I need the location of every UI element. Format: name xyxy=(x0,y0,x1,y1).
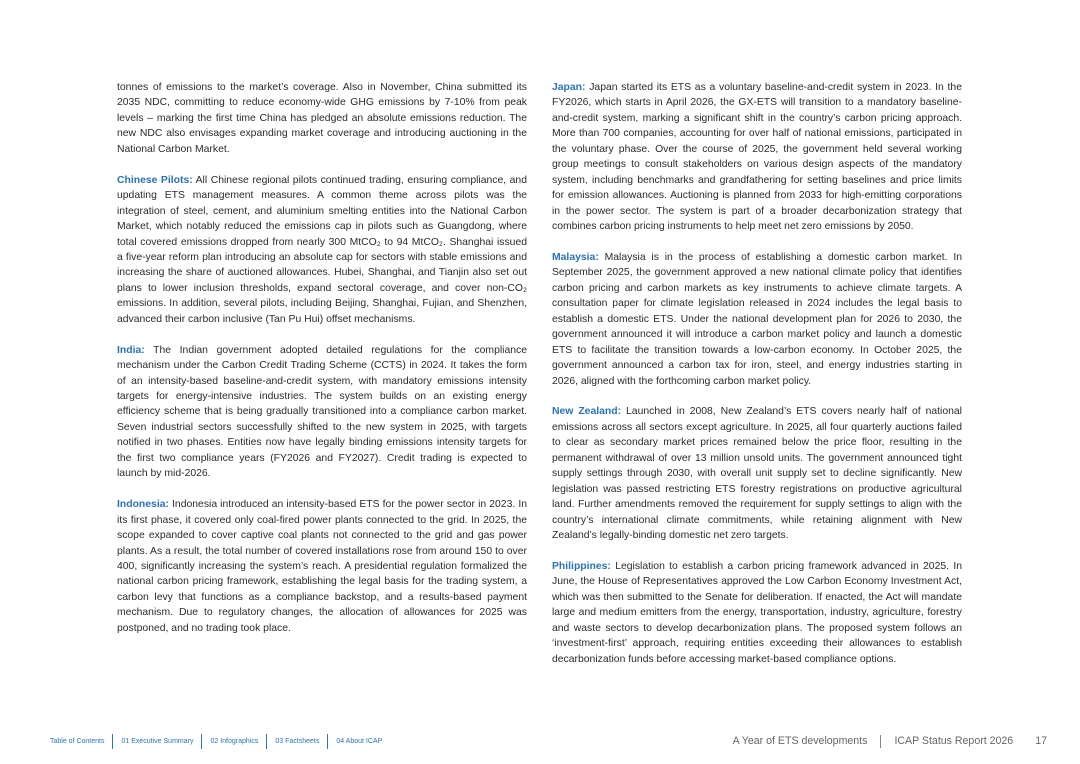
section-body: Japan started its ETS as a voluntary baseline-and-credit system in 2023. In the FY2026, which starts in April 2026, the GX-ETS will transition to a mandatory baseline-and-credit system, marking a significant shift in the country’s carbon pricing approach. More than 700 companies, accounting for over half of national emissions, participated in the voluntary phase. Over the course of 2025, the government held several working group meetings to consult stakeholders on various design aspects of the mandatory system, including benchmarks and grandfathering for setting baselines and price limits for emission allowances. Auctioning is planned from 2033 for high-emitting corporations in the power sector. The system is part of a broader decarbonization strategy that combines carbon pricing instruments to help meet net zero emissions by 2050. xyxy=(552,82,962,233)
section-body: Launched in 2008, New Zealand’s ETS covers nearly half of national emissions across all sectors except agriculture. In 2025, all four quarterly auctions failed to clear as secondary market prices remained below the price floor, resulting in the permanent withdrawal of over 13 million unsold units. The government announced tight supply settings through 2030, with overall unit supply set to decline significantly. New legislation was passed restricting ETS forestry registrations on productive agricultural land. Further amendments removed the requirement for supply settings to align with the country’s international climate commitments, while retaining alignment with New Zealand’s legally-binding domestic net zero targets. xyxy=(552,406,962,542)
section-india xyxy=(117,343,527,482)
section-heading: Philippines: xyxy=(552,561,611,572)
section-heading: Chinese Pilots: xyxy=(117,174,193,186)
page-number: 17 xyxy=(1035,735,1047,747)
nav-link-infographics[interactable]: 02 Infographics xyxy=(210,737,259,745)
section-body: Malaysia is in the process of establishing a domestic carbon market. In September 2025, the government approved a new national climate policy that identifies carbon pricing and carbon markets as key instruments to achieve climate targets. A consultation paper for climate legislation released in 2024 includes the legal basis to establish a domestic ETS. Under the national development plan for 2026 to 2030, the government announced it will introduce a carbon market policy and launch a domestic ETS to facilitate the transition towards a low-carbon economy. In October 2025, the government announced a carbon tax for iron, steel, and energy industries starting in 2026, aligned with the forthcoming carbon market policy. xyxy=(552,251,962,387)
section-japan xyxy=(552,80,962,235)
report-title: ICAP Status Report 2026 xyxy=(894,735,1014,747)
section-title: A Year of ETS developments xyxy=(732,735,868,747)
section-indonesia xyxy=(117,497,527,636)
section-philippines xyxy=(552,559,962,667)
intro-paragraph: tonnes of emissions to the market’s coverage. Also in November, China submitted its 2035 NDC, committing to reduce economy-wide GHG emissions by 7-10% from peak levels – marking the first time China has pledged an absolute emissions reduction. The new NDC also envisages expanding market coverage and introducing auctioning in the National Carbon Market. xyxy=(117,82,527,155)
section-chinese-pilots xyxy=(117,173,527,328)
section-heading: Japan: xyxy=(552,82,586,93)
nav-link-executive-summary[interactable]: 01 Executive Summary xyxy=(121,737,194,745)
section-heading: New Zealand: xyxy=(552,406,622,418)
section-heading: Indonesia: xyxy=(117,499,169,511)
section-heading: India: xyxy=(117,344,145,356)
page-footer xyxy=(0,733,1080,749)
section-heading: Malaysia: xyxy=(552,251,599,263)
nav-link-factsheets[interactable]: 03 Factsheets xyxy=(275,737,320,745)
footer-document-info xyxy=(733,733,1047,749)
section-body: All Chinese regional pilots continued trading, ensuring compliance, and updating ETS management measures. A common theme across pilots was the integration of steel, cement, and aluminium smelting entities into the National Carbon Market, which notably reduced the emissions cap in pilots such as Guangdong, where total covered emissions dropped from nearly 300 MtCO₂ to 94 MtCO₂. Shanghai issued a five-year reform plan introducing an absolute cap for sectors with stable emissions and increasing the share of auctioned allowances. Hubei, Shanghai, and Tianjin also set out plans to lower inclusion thresholds, expand sectoral coverage, and cover non-CO₂ emissions. In addition, several pilots, including Beijing, Shanghai, Fujian, and Shenzhen, advanced their carbon inclusive (Tan Pu Hui) offset mechanisms. xyxy=(117,174,527,325)
section-body: The Indian government adopted detailed regulations for the compliance mechanism under the Carbon Credit Trading Scheme (CCTS) in 2024. It takes the form of an intensity-based baseline-and-credit system, with mandatory emissions intensity targets for energy-intensive industries. The system builds on an existing energy efficiency scheme that is being gradually transitioned into a compliance carbon market. Seven industrial sectors successfully shifted to the new system in 2025, with targets notified in two phases. Entities now have legally binding emissions intensity targets for the first two compliance years (FY2026 and FY2027). Credit trading is expected to launch by mid-2026. xyxy=(117,344,527,480)
nav-link-about-icap[interactable]: 04 About ICAP xyxy=(336,737,383,745)
section-new-zealand xyxy=(552,404,962,543)
footer-divider xyxy=(880,735,881,748)
nav-link-table-of-contents[interactable]: Table of Contents xyxy=(50,737,105,745)
right-column xyxy=(552,80,962,667)
section-malaysia xyxy=(552,250,962,389)
section-body: Indonesia introduced an intensity-based ETS for the power sector in 2023. In its first phase, it covered only coal-fired power plants connected to the grid. In 2025, the scope expanded to cover captive coal plants not connected to the grid and gas power plants. As a result, the total number of covered installations rose from around 150 to over 400, significantly increasing the system’s reach. A presidential regulation formalized the national carbon pricing framework, establishing the legal basis for the trading system, a carbon levy that functions as a compliance backstop, and a results-based payment mechanism. Due to regulatory changes, the allocation of allowances for 2025 was postponed, and no trading took place. xyxy=(117,499,527,634)
footer-nav xyxy=(50,733,390,749)
left-column xyxy=(117,80,527,636)
section-body: Legislation to establish a carbon pricing framework advanced in 2025. In June, the House of Representatives approved the Low Carbon Economy Investment Act, which was then submitted to the Senate for deliberation. If enacted, the Act will mandate large and medium emitters from the energy, transportation, industry, agriculture, forestry and waste sectors to develop decarbonization plans. The proposed system follows an ‘investment-first’ approach, requiring entities exceeding their allowances to establish decarbonization funds before accessing market-based compliance options. xyxy=(552,561,962,665)
